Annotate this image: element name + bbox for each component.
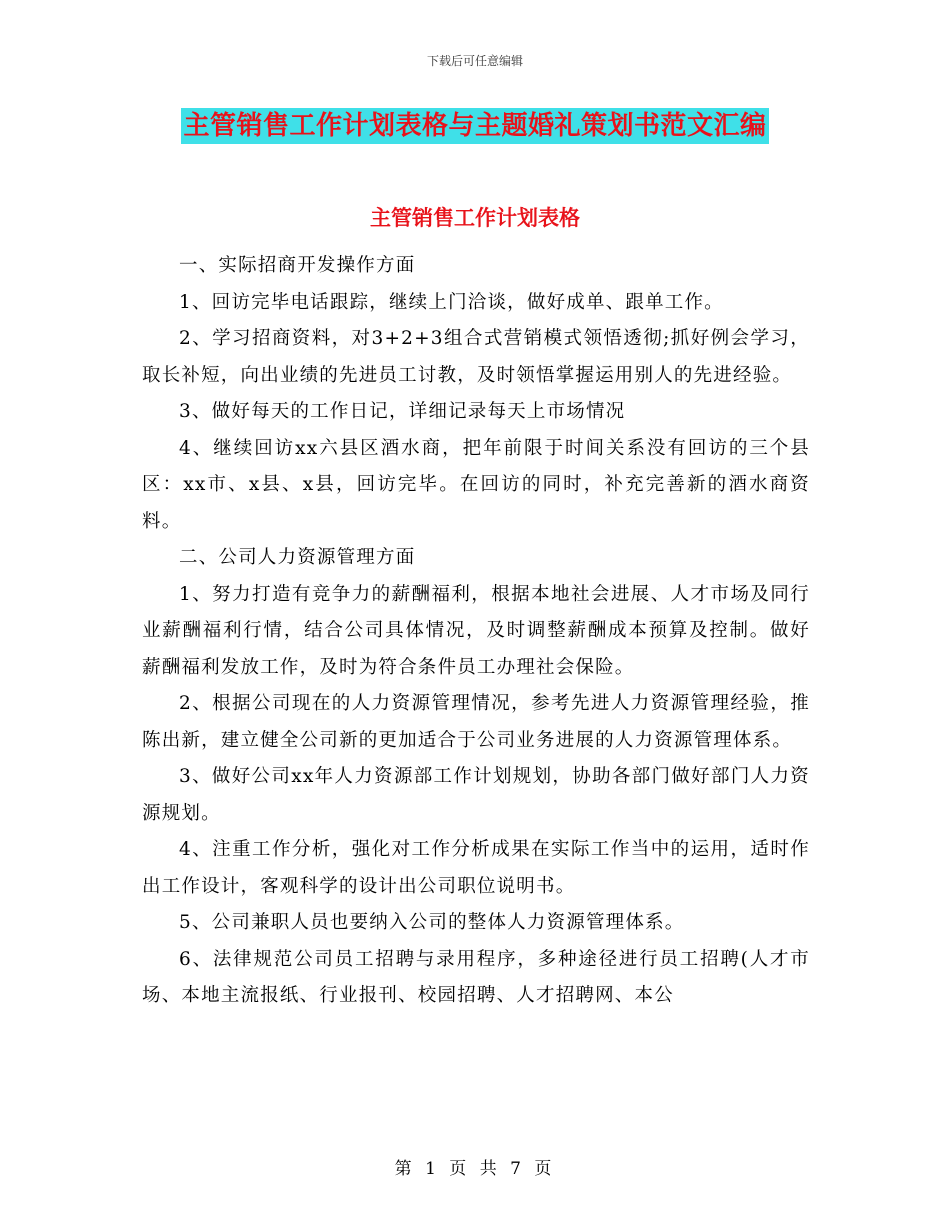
paragraph: 3、做好公司xx年人力资源部工作计划规划，协助各部门做好部门人力资源规划。	[142, 766, 810, 824]
paragraph: 2、根据公司现在的人力资源管理情况，参考先进人力资源管理经验，推陈出新，建立健全公司新的更加适合于公司业务进展的人力资源管理体系。	[142, 693, 810, 751]
paragraph: 5、公司兼职人员也要纳入公司的整体人力资源管理体系。	[179, 912, 685, 933]
header-note: 下载后可任意编辑	[426, 54, 523, 68]
page-footer: 第 1 页 共 7 页	[394, 1159, 556, 1179]
paragraph: 1、努力打造有竞争力的薪酬福利，根据本地社会进展、人才市场及同行业薪酬福利行情，结合公司具体情况，及时调整薪酬成本预算及控制。做好薪酬福利发放工作，及时为符合条件员工办理社会保险。	[142, 583, 810, 678]
paragraph: 3、做好每天的工作日记，详细记录每天上市场情况	[179, 401, 626, 422]
paragraph: 4、注重工作分析，强化对工作分析成果在实际工作当中的运用，适时作出工作设计，客观科学的设计出公司职位说明书。	[142, 839, 810, 897]
paragraph: 6、法律规范公司员工招聘与录用程序，多种途径进行员工招聘(人才市场、本地主流报纸、行业报刊、校园招聘、人才招聘网、本公	[142, 948, 810, 1006]
paragraph: 1、回访完毕电话跟踪，继续上门洽谈，做好成单、跟单工作。	[179, 291, 724, 313]
section-title: 主管销售工作计划表格	[370, 206, 580, 230]
document-title-container	[0, 108, 950, 144]
paragraph: 4、继续回访xx六县区酒水商，把年前限于时间关系没有回访的三个县区：xx市、x县、x县，回访完毕。在回访的同时，补充完善新的酒水商资料。	[142, 437, 810, 532]
paragraph: 一、实际招商开发操作方面	[179, 255, 416, 276]
document-body	[142, 248, 810, 1015]
paragraph: 2、学习招商资料，对3+2+3组合式营销模式领悟透彻;抓好例会学习，取长补短，向出业绩的先进员工讨教，及时领悟掌握运用别人的先进经验。	[142, 328, 810, 386]
paragraph: 二、公司人力资源管理方面	[179, 547, 416, 568]
document-title: 主管销售工作计划表格与主题婚礼策划书范文汇编	[181, 108, 768, 144]
